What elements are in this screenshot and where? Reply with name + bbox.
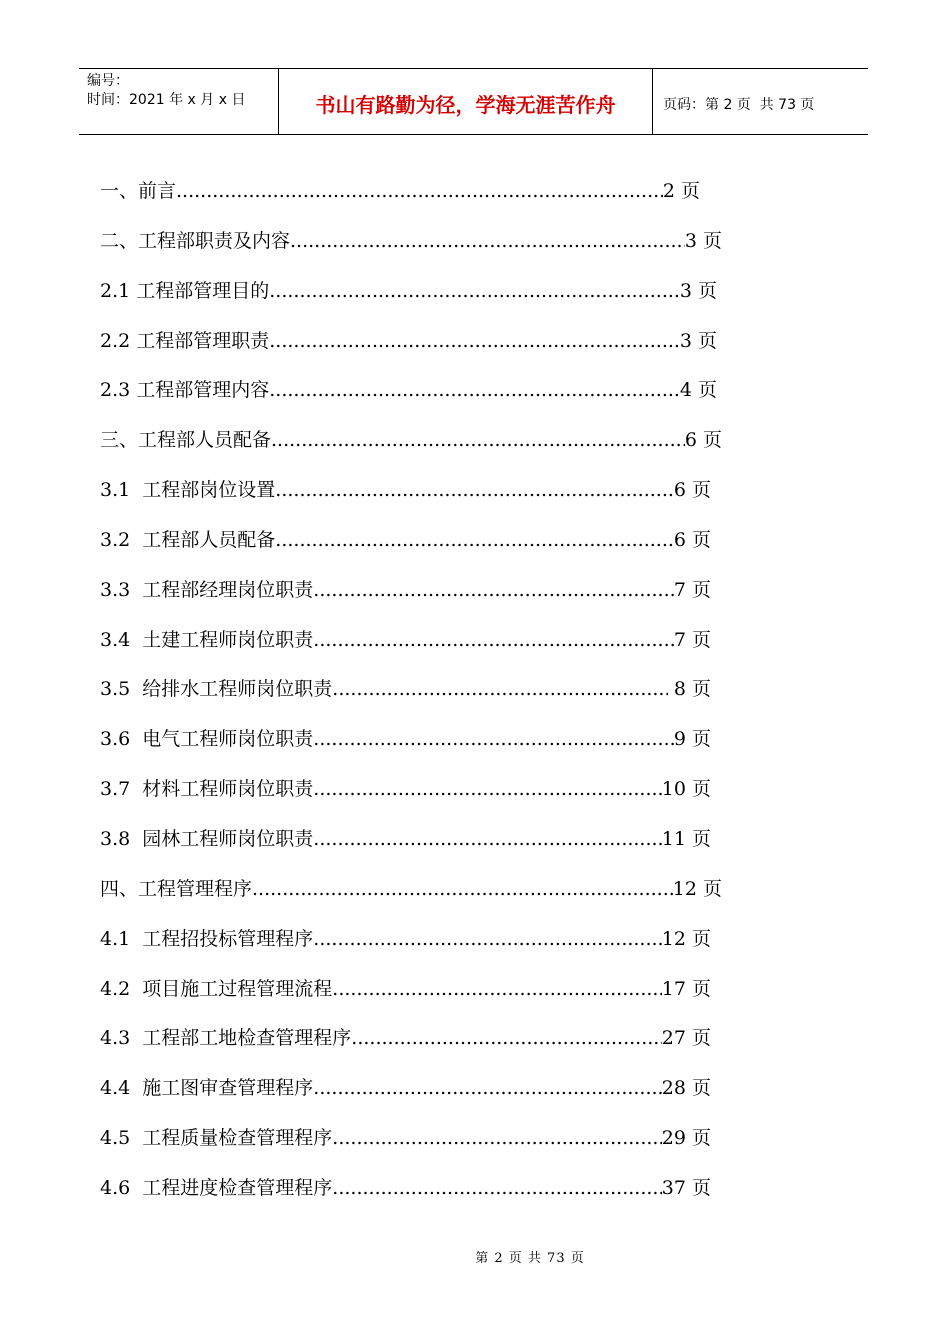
toc-entry[interactable] [100,915,711,965]
toc-entry-title: 三、工程部人员配备 [100,429,272,452]
toc-entry-page: 9 页 [673,728,711,751]
toc-dot-leader [351,1014,661,1064]
toc-entry-page: 11 页 [661,827,711,850]
toc-entry-title: 3.4 土建工程师岗位职责 [100,628,314,651]
toc-entry-page: 3 页 [684,229,722,252]
toc-dot-leader [176,167,663,217]
toc-dot-leader [313,1064,661,1114]
toc-entry-title: 四、工程管理程序 [100,877,253,900]
toc-entry-title: 3.3 工程部经理岗位职责 [100,578,314,601]
toc-entry-title: 3.6 电气工程师岗位职责 [100,728,314,751]
toc-entry-page: 7 页 [673,628,711,651]
page-footer: 第 2 页 共 73 页 [475,1251,585,1266]
toc-dot-leader [332,965,661,1015]
toc-entry-title: 一、前言 [100,180,177,202]
toc-entry-title: 4.6 工程进度检查管理程序 [100,1176,333,1199]
toc-dot-leader [269,317,680,367]
toc-entry-page: 7 页 [673,578,711,601]
toc-entry[interactable] [100,317,717,367]
toc-entry[interactable] [100,267,717,317]
toc-entry-page: 10 页 [661,778,711,801]
toc-entry-page: 6 页 [673,528,711,551]
toc-entry-page: 6 页 [673,479,711,502]
toc-dot-leader [313,715,674,765]
toc-entry[interactable] [100,416,722,466]
toc-entry-title: 2.2 工程部管理职责 [100,329,270,352]
toc-entry-page: 8 页 [667,678,711,701]
toc-dot-leader [332,665,668,715]
table-of-contents [100,167,740,1214]
header-meta [79,69,279,134]
toc-dot-leader [332,1164,661,1214]
toc-entry-page: 12 页 [672,877,722,900]
toc-entry-page: 12 页 [661,927,711,950]
toc-entry[interactable] [100,1164,711,1214]
toc-dot-leader [313,765,661,815]
toc-dot-leader [269,366,680,416]
toc-dot-leader [332,1114,661,1164]
page-header [79,68,868,135]
toc-entry[interactable] [100,765,711,815]
toc-entry[interactable] [100,1114,711,1164]
toc-entry-title: 3.7 材料工程师岗位职责 [100,778,314,801]
document-number-label: 编号： [87,73,129,89]
toc-entry[interactable] [100,815,711,865]
toc-entry-page: 17 页 [661,977,711,1000]
toc-entry-page: 28 页 [661,1077,711,1100]
toc-dot-leader [269,267,680,317]
toc-entry-title: 2.3 工程部管理内容 [100,379,270,402]
toc-entry-title: 二、工程部职责及内容 [100,229,291,252]
toc-entry[interactable] [100,516,711,566]
toc-entry-title: 3.5 给排水工程师岗位职责 [100,678,333,701]
toc-entry-title: 4.5 工程质量检查管理程序 [100,1127,333,1150]
toc-entry-page: 27 页 [661,1027,711,1050]
toc-entry-page: 37 页 [661,1176,711,1199]
toc-entry[interactable] [100,1064,711,1114]
header-page-info: 页码：第 2 页 共 73 页 [663,96,815,113]
toc-entry[interactable] [100,715,711,765]
toc-dot-leader [290,217,685,267]
toc-dot-leader [313,566,674,616]
toc-entry-page: 3 页 [679,329,717,352]
toc-dot-leader [313,915,661,965]
toc-entry-page: 2 页 [662,180,700,202]
toc-entry[interactable] [100,366,717,416]
toc-entry-page: 29 页 [661,1127,711,1150]
toc-dot-leader [275,466,674,516]
toc-entry[interactable] [100,965,711,1015]
toc-entry[interactable] [100,865,722,915]
toc-dot-leader [271,416,685,466]
toc-entry[interactable] [100,665,711,715]
toc-entry-title: 3.2 工程部人员配备 [100,528,276,551]
toc-entry-title: 3.1 工程部岗位设置 [100,479,276,502]
toc-entry-page: 3 页 [679,279,717,302]
header-motto: 书山有路勤为径，学海无涯苦作舟 [279,69,653,134]
toc-dot-leader [275,516,674,566]
toc-dot-leader [252,865,673,915]
toc-dot-leader [313,616,674,666]
document-date: 时间：2021 年 x 月 x 日 [87,92,246,108]
toc-entry[interactable] [100,616,711,666]
toc-entry-title: 4.2 项目施工过程管理流程 [100,977,333,1000]
toc-entry-title: 3.8 园林工程师岗位职责 [100,827,314,850]
toc-entry[interactable] [100,217,722,267]
toc-entry-title: 4.1 工程招投标管理程序 [100,927,314,950]
toc-entry-title: 4.3 工程部工地检查管理程序 [100,1027,352,1050]
toc-entry[interactable] [100,1014,711,1064]
toc-entry-page: 4 页 [679,379,717,402]
toc-entry[interactable] [100,566,711,616]
toc-entry[interactable] [100,466,711,516]
toc-entry-page: 6 页 [684,429,722,452]
toc-entry-title: 4.4 施工图审查管理程序 [100,1077,314,1100]
toc-entry-title: 2.1 工程部管理目的 [100,279,270,302]
toc-entry[interactable] [100,167,700,217]
toc-dot-leader [313,815,661,865]
